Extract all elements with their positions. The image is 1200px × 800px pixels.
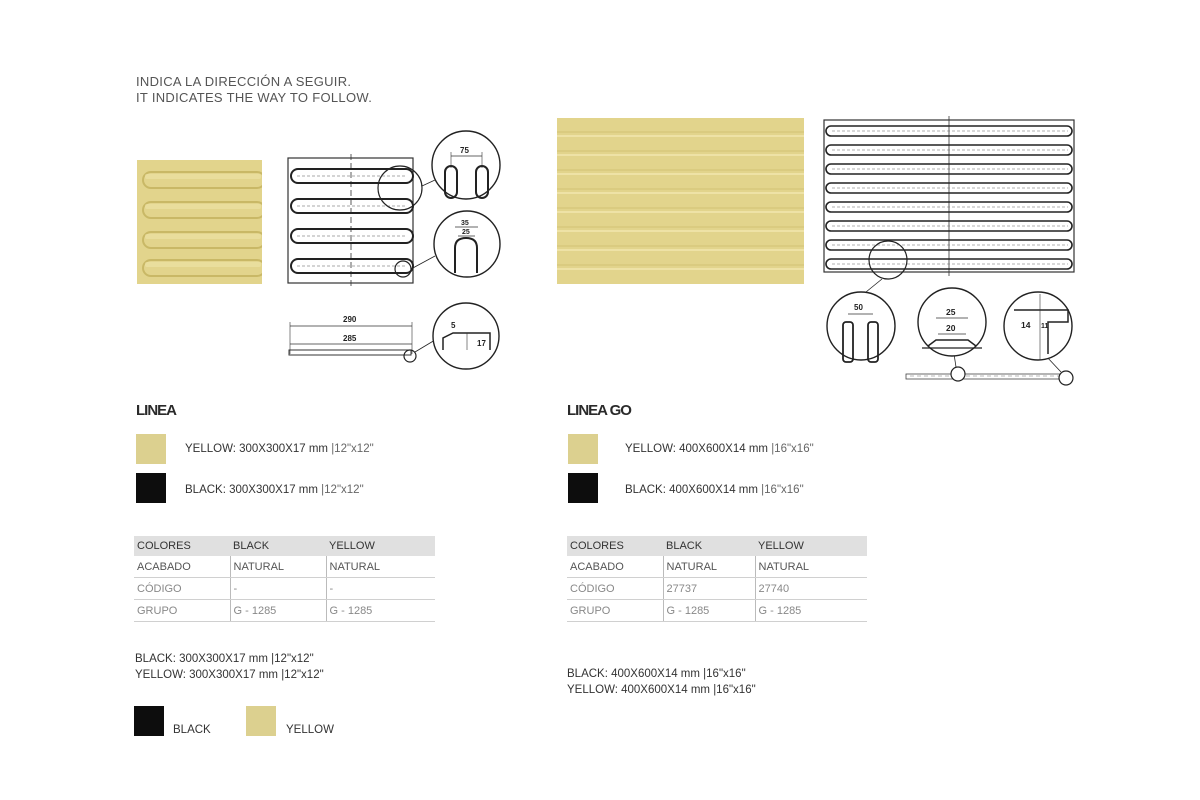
- linea-yellow-size: YELLOW: 300X300X17 mm: [185, 443, 328, 455]
- dim-17-label: 17: [477, 339, 486, 348]
- linea-go-header-black: BLACK: [663, 536, 755, 556]
- linea-spec-table: [134, 536, 435, 622]
- linea-go-note-black-imperial: |16"x16": [703, 668, 746, 680]
- linea-title: LINEA: [136, 402, 176, 419]
- dim-11-label: 11: [1041, 323, 1049, 330]
- linea-go-row-acabado-black: NATURAL: [663, 556, 755, 578]
- dim-285-label: 285: [343, 334, 357, 343]
- linea-go-row-grupo-key: GRUPO: [567, 600, 663, 622]
- linea-note-yellow-imperial: |12"x12": [281, 669, 324, 681]
- legend-yellow-label: YELLOW: [286, 724, 334, 736]
- linea-row-acabado-key: ACABADO: [134, 556, 230, 578]
- dim-75-label: 75: [460, 146, 469, 155]
- linea-yellow-swatch: [136, 434, 166, 464]
- linea-go-yellow-swatch: [568, 434, 598, 464]
- linea-go-row-grupo-yellow: G - 1285: [755, 600, 867, 622]
- linea-row-grupo-key: GRUPO: [134, 600, 230, 622]
- dim-20-label: 20: [946, 323, 956, 333]
- linea-go-note-black: [567, 666, 746, 682]
- linea-go-row-acabado-yellow: NATURAL: [755, 556, 867, 578]
- table-row: [567, 556, 867, 578]
- linea-go-row-codigo-black: 27737: [663, 578, 755, 600]
- linea-black-swatch-label: [185, 484, 364, 496]
- linea-row-codigo-black: -: [230, 578, 326, 600]
- linea-header-colores: COLORES: [134, 536, 230, 556]
- dim-14-label: 14: [1021, 320, 1031, 330]
- dim-5-label: 5: [451, 321, 456, 330]
- linea-header-black: BLACK: [230, 536, 326, 556]
- linea-go-header-colores: COLORES: [567, 536, 663, 556]
- linea-go-black-swatch-label: [625, 484, 804, 496]
- linea-row-codigo-key: CÓDIGO: [134, 578, 230, 600]
- linea-black-imperial: |12"x12": [321, 484, 364, 496]
- linea-row-acabado-black: NATURAL: [230, 556, 326, 578]
- linea-tile-photo: [137, 160, 262, 284]
- linea-go-row-codigo-key: CÓDIGO: [567, 578, 663, 600]
- linea-black-size: BLACK: 300X300X17 mm: [185, 484, 318, 496]
- linea-go-row-codigo-yellow: 27740: [755, 578, 867, 600]
- legend-yellow-swatch: [246, 706, 276, 736]
- linea-go-note-yellow-text: YELLOW: 400X600X14 mm: [567, 684, 710, 696]
- linea-go-note-yellow: [567, 682, 756, 698]
- table-row: [134, 600, 435, 622]
- linea-go-yellow-swatch-label: [625, 443, 814, 455]
- linea-black-swatch: [136, 473, 166, 503]
- table-row: [134, 556, 435, 578]
- linea-go-black-imperial: |16"x16": [761, 484, 804, 496]
- linea-note-black-imperial: |12"x12": [271, 653, 314, 665]
- linea-go-yellow-imperial: |16"x16": [771, 443, 814, 455]
- linea-row-acabado-yellow: NATURAL: [326, 556, 435, 578]
- linea-row-grupo-black: G - 1285: [230, 600, 326, 622]
- linea-header-yellow: YELLOW: [326, 536, 435, 556]
- linea-note-yellow-text: YELLOW: 300X300X17 mm: [135, 669, 278, 681]
- header-english: IT INDICATES THE WAY TO FOLLOW.: [136, 90, 373, 105]
- linea-note-yellow: [135, 667, 324, 683]
- linea-go-header-yellow: YELLOW: [755, 536, 867, 556]
- linea-go-yellow-size: YELLOW: 400X600X14 mm: [625, 443, 768, 455]
- linea-go-title: LINEA GO: [567, 402, 631, 419]
- linea-go-black-swatch: [568, 473, 598, 503]
- dim-25-label-left: 25: [462, 229, 470, 236]
- linea-yellow-imperial: |12"x12": [331, 443, 374, 455]
- dim-35-label: 35: [461, 220, 469, 227]
- linea-go-note-black-text: BLACK: 400X600X14 mm: [567, 668, 700, 680]
- linea-row-grupo-yellow: G - 1285: [326, 600, 435, 622]
- linea-go-tile-photo: [557, 118, 804, 284]
- linea-yellow-swatch-label: [185, 443, 374, 455]
- linea-note-black: [135, 651, 314, 667]
- linea-note-black-text: BLACK: 300X300X17 mm: [135, 653, 268, 665]
- dim-50-label: 50: [854, 303, 863, 312]
- linea-go-black-size: BLACK: 400X600X14 mm: [625, 484, 758, 496]
- linea-row-codigo-yellow: -: [326, 578, 435, 600]
- legend-black-swatch: [134, 706, 164, 736]
- table-row: [134, 578, 435, 600]
- table-row: [567, 600, 867, 622]
- legend-black-label: BLACK: [173, 724, 211, 736]
- linea-go-row-grupo-black: G - 1285: [663, 600, 755, 622]
- linea-go-row-acabado-key: ACABADO: [567, 556, 663, 578]
- header-spanish: INDICA LA DIRECCIÓN A SEGUIR.: [136, 74, 352, 89]
- linea-technical-drawing: [285, 128, 510, 373]
- linea-go-note-yellow-imperial: |16"x16": [713, 684, 756, 696]
- table-row: [567, 578, 867, 600]
- dim-25-label-right: 25: [946, 307, 956, 317]
- linea-go-technical-drawing: [818, 114, 1080, 389]
- dim-290-label: 290: [343, 315, 357, 324]
- linea-go-spec-table: [567, 536, 867, 622]
